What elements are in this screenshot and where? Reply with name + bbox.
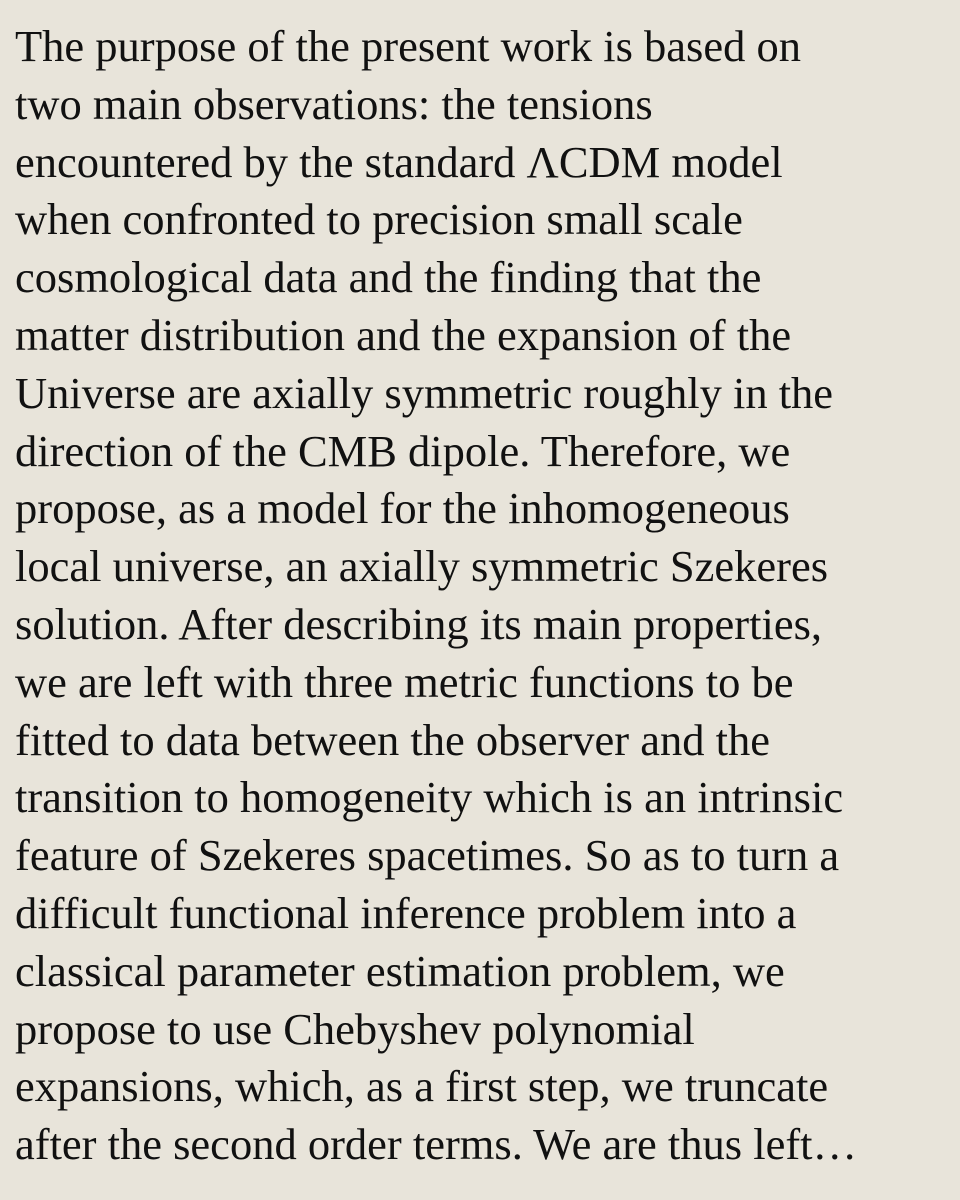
text-line: difficult functional inference problem into a [15,887,797,938]
text-line: cosmological data and the finding that the [15,252,762,303]
text-line: solution. After describing its main properties, [15,598,823,649]
text-line: propose to use Chebyshev polynomial [15,1003,695,1054]
text-line: expansions, which, as a first step, we truncate [15,1061,829,1112]
text-line: after the second order terms. We are thus left… [15,1119,858,1170]
text-line: local universe, an axially symmetric Szekeres [15,541,829,592]
text-line: Universe are axially symmetric roughly in the [15,367,834,418]
text-line: two main observations: the tensions [15,78,653,129]
text-line: transition to homogeneity which is an intrinsic [15,772,844,823]
text-line: fitted to data between the observer and the [15,714,770,765]
text-line: The purpose of the present work is based on [15,21,801,71]
text-line: we are left with three metric functions to be [15,656,794,707]
text-line: matter distribution and the expansion of the [15,309,792,360]
abstract-paragraph [15,18,946,1174]
text-line: direction of the CMB dipole. Therefore, we [15,425,791,476]
text-line: propose, as a model for the inhomogeneous [15,483,790,534]
text-line: when confronted to precision small scale [15,194,743,245]
text-line: classical parameter estimation problem, we [15,945,785,996]
text-line: encountered by the standard ΛCDM model [15,136,783,187]
text-line: feature of Szekeres spacetimes. So as to turn a [15,830,840,881]
